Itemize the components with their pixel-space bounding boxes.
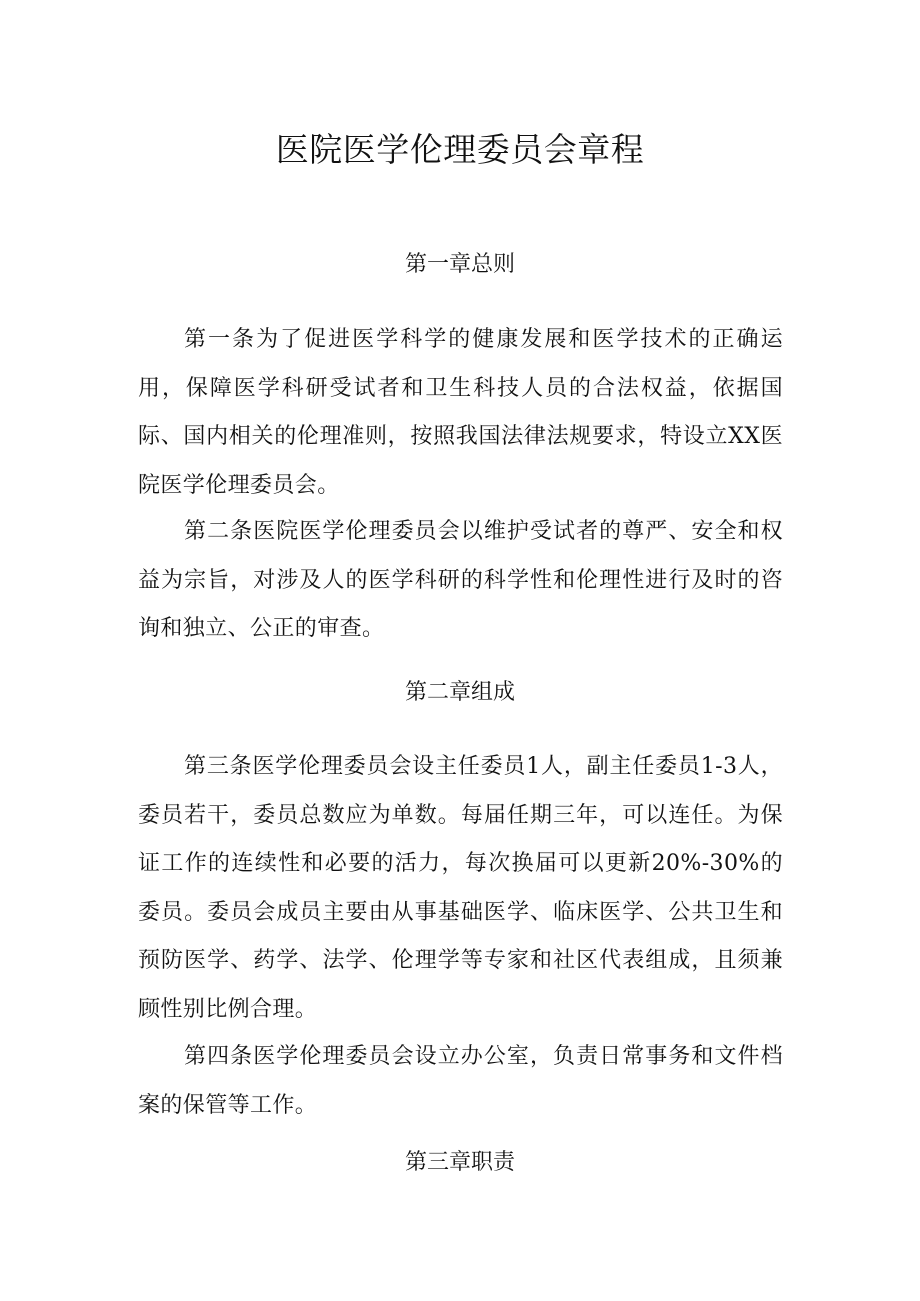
article-1: 第一条为了促进医学科学的健康发展和医学技术的正确运用，保障医学科研受试者和卫生科技人员的合法权益，依据国际、国内相关的伦理准则，按照我国法律法规要求，特设立XX医院医学伦理委员会。: [138, 327, 783, 498]
chapter-2-heading: 第二章组成: [404, 680, 515, 705]
article-2: 第二条医院医学伦理委员会以维护受试者的尊严、安全和权益为宗旨，对涉及人的医学科研的科学性和伦理性进行及时的咨询和独立、公正的审查。: [138, 519, 783, 641]
document-title: 医院医学伦理委员会章程: [275, 130, 645, 169]
chapter-3-heading: 第三章职责: [404, 1150, 515, 1175]
article-3: 第三条医学伦理委员会设主任委员1人，副主任委员1-3人，委员若干，委员总数应为单数。每届任期三年，可以连任。为保证工作的连续性和必要的活力，每次换届可以更新20%-30%的委员。委员会成员主要由从事基础医学、临床医学、公共卫生和预防医学、药学、法学、伦理学等专家和社区代表组成，且须兼顾性别比例合理。: [138, 754, 783, 1022]
article-4: 第四条医学伦理委员会设立办公室，负责日常事务和文件档案的保管等工作。: [138, 1044, 783, 1118]
chapter-1-heading: 第一章总则: [404, 252, 515, 277]
